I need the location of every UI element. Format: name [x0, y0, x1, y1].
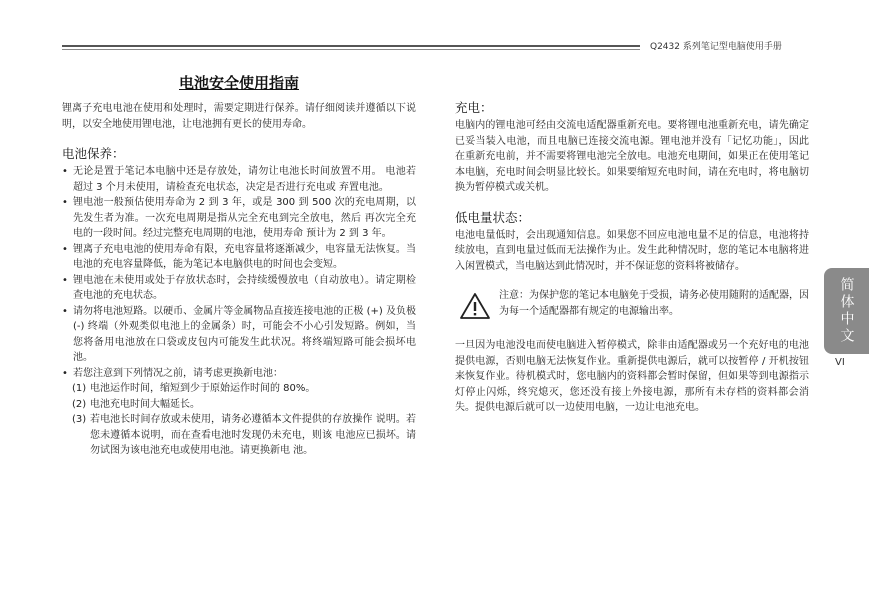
list-item: (1) 电池运作时间，缩短到少于原始运作时间的 80%。	[72, 383, 316, 394]
resume-paragraph: 一旦因为电池没电而使电脑进入暂停模式，除非由适配器或另一个充好电的电池提供电源，否则电脑无法恢复作业。重新提供电源后，就可以按暂停 / 开机按钮来恢复作业。待机模式时，您电脑内的资料都会暂时保留，但如果等到电源指示灯停止闪烁，终究熄灭，您还没有接上外接电源，那所有未存档的资料都会消失。提供电源后就可以一边使用电脑，一边让电池充电。	[455, 340, 809, 413]
left-column	[62, 72, 416, 459]
low-battery-paragraph: 电池电量低时，会出现通知信息。如果您不回应电池电量不足的信息，电池将持续放电，直到电量过低而无法操作为止。发生此种情况时，您的笔记本电脑将进入闲置模式，当电脑达到此情况时，并不保证您的资料将被储存。	[455, 229, 809, 272]
caution-note	[455, 288, 809, 320]
intro-paragraph: 锂离子充电电池在使用和处理时，需要定期进行保养。请仔细阅读并遵循以下说明，以安全地使用锂电池，让电池拥有更长的使用寿命。	[62, 103, 416, 130]
list-item: • 锂电池在未使用或处于存放状态时，会持续缓慢放电（自动放电）。请定期检查电池的充电状态。	[62, 273, 416, 304]
manual-title: Q2432 系列笔记型电脑使用手册	[650, 42, 782, 52]
care-heading: 电池保养：	[62, 146, 125, 161]
list-item: • 无论是置于笔记本电脑中还是存放处，请勿让电池长时间放置不用。 电池若超过 3 个月未使用，请检查充电状态，决定是否进行充电或 弃置电池。	[62, 164, 416, 195]
list-item: • 锂电池一般预估使用寿命为 2 到 3 年，或是 300 到 500 次的充电周期，以先发生者为准。一次充电周期是指从完全充电到完全放电，然后 再次完全充电的一段时间。经过完整充电周期的电池，使用寿命 预计为 2 到 3 年。	[62, 195, 416, 242]
list-item: • 锂离子充电电池的使用寿命有限，充电容量将逐渐减少，电容量无法恢复。当电池的充电容量降低，能为笔记本电脑供电的时间也会变短。	[62, 242, 416, 273]
page-title: 电池安全使用指南	[178, 74, 299, 92]
list-item: (2) 电池充电时间大幅延长。	[72, 398, 200, 410]
list-item: • 若您注意到下列情况之前，请考虑更换新电池：	[62, 366, 416, 382]
replace-conditions-list	[62, 381, 416, 459]
charging-paragraph: 电脑内的锂电池可经由交流电适配器重新充电。要将锂电池重新充电，请先确定已妥当装入电池，而且电脑已连接交流电源。锂电池并没有「记忆功能」，因此在重新充电前，并不需要将锂电池完全放电。电池充电期间，如果正在使用笔记本电脑，充电时间会明显比较长。如果要缩短充电时间，请在充电时，将电脑切换为暂停模式或关机。	[455, 120, 809, 193]
header-rule-thin	[62, 49, 640, 50]
page-number: VI	[835, 357, 845, 368]
list-item: • 请勿将电池短路。以硬币、金属片等金属物品直接连接电池的正极 (+) 及负极 (-) 终端（外观类似电池上的金属条）时，可能会不小心引发短路。例如，当您将备用电池放在口袋或皮包内可能发生此状况。将终端短路可能会损坏电池。	[62, 304, 416, 366]
caution-text: 注意：为保护您的笔记本电脑免于受损，请务必使用随附的适配器，因为每一个适配器都有规定的电源输出率。	[499, 290, 809, 317]
header-rule	[62, 45, 640, 47]
language-tab	[824, 268, 869, 354]
list-item: (3) 若电池长时间存放或未使用，请务必遵循本文件提供的存放操作 说明。若您未遵循本说明，而在查看电池时发现仍未充电，则该 电池应已损坏。请勿试图为该电池充电或使用电池。请更换新电 池。	[72, 414, 416, 456]
warning-icon	[459, 292, 491, 320]
low-battery-heading: 低电量状态：	[455, 209, 531, 225]
language-tab-label: 简体中文	[838, 277, 855, 345]
charging-heading: 充电：	[455, 100, 493, 115]
care-list	[62, 164, 416, 381]
right-column	[455, 98, 809, 416]
